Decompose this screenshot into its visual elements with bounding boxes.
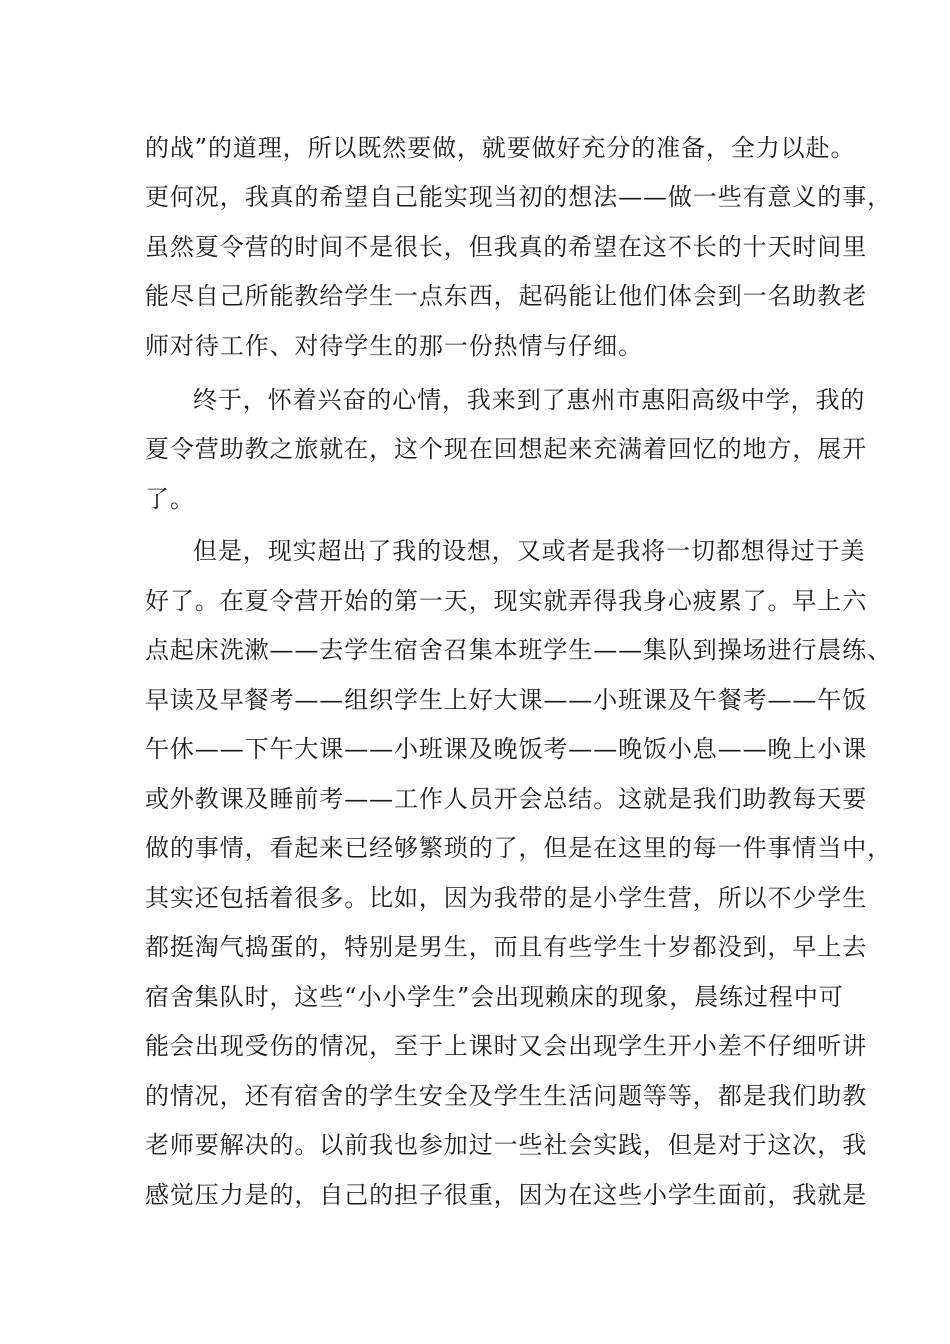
- text-line: 更何况，我真的希望自己能实现当初的想法——做一些有意义的事，: [145, 183, 892, 211]
- text-line: 的战”的道理，所以既然要做，就要做好充分的准备，全力以赴。: [145, 134, 856, 162]
- text-line: 能会出现受伤的情况，至于上课时又会出现学生开小差不仔细听讲: [145, 1032, 868, 1060]
- text-line: 或外教课及睡前考——工作人员开会总结。这就是我们助教每天要: [145, 785, 868, 813]
- text-line: 做的事情，看起来已经够繁琐的了，但是在这里的每一件事情当中，: [145, 834, 892, 862]
- text-line: 好了。在夏令营开始的第一天，现实就弄得我身心疲累了。早上六: [145, 587, 868, 615]
- text-line: 宿舍集队时，这些“小小学生”会出现赖床的现象，晨练过程中可: [145, 983, 844, 1011]
- text-line: 的情况，还有宿舍的学生安全及学生生活问题等等，都是我们助教: [145, 1082, 868, 1110]
- text-line: 能尽自己所能教给学生一点东西，起码能让他们体会到一名助教老: [145, 282, 868, 310]
- text-line: 老师要解决的。以前我也参加过一些社会实践，但是对于这次，我: [145, 1131, 868, 1159]
- text-line: 都挺淘气捣蛋的，特别是男生，而且有些学生十岁都没到，早上去: [145, 933, 868, 961]
- text-line: 感觉压力是的，自己的担子很重，因为在这些小学生面前，我就是: [145, 1181, 868, 1209]
- text-line: 点起床洗漱——去学生宿舍召集本班学生——集队到操场进行晨练、: [145, 636, 892, 664]
- text-line: 虽然夏令营的时间不是很长，但我真的希望在这不长的十天时间里: [145, 233, 868, 261]
- text-line: 师对待工作、对待学生的那一份热情与仔细。: [145, 332, 643, 360]
- text-line: 了。: [145, 485, 195, 513]
- text-line: 早读及早餐考——组织学生上好大课——小班课及午餐考——午饭: [145, 686, 868, 714]
- text-line: 午休——下午大课——小班课及晚饭考——晚饭小息——晚上小课: [145, 735, 868, 763]
- paragraph-first-line: 但是，现实超出了我的设想，又或者是我将一切都想得过于美: [193, 537, 866, 565]
- text-line: 其实还包括着很多。比如，因为我带的是小学生营，所以不少学生: [145, 884, 868, 912]
- paragraph-first-line: 终于，怀着兴奋的心情，我来到了惠州市惠阳高级中学，我的: [193, 386, 866, 414]
- text-line: 夏令营助教之旅就在，这个现在回想起来充满着回忆的地方，展开: [145, 435, 868, 463]
